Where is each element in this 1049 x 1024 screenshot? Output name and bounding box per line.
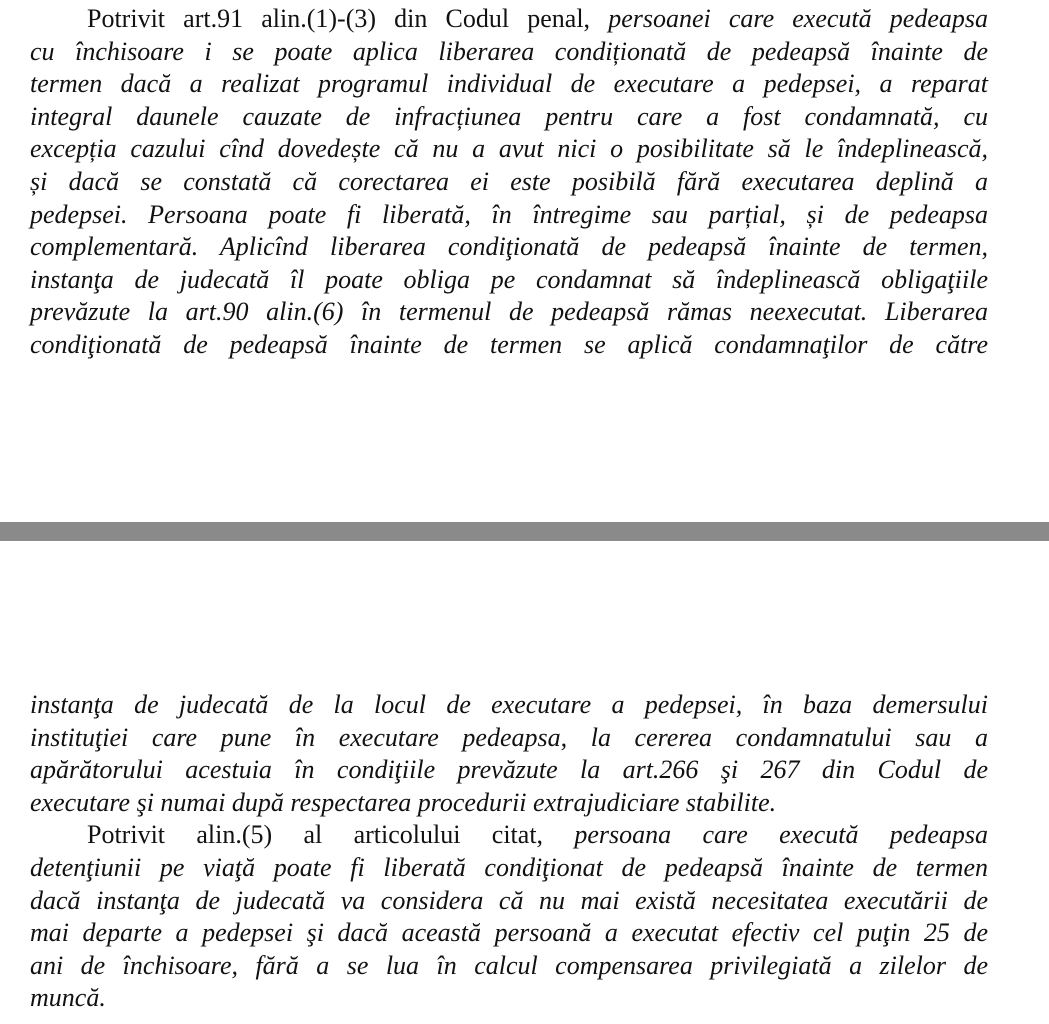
paragraph-line: integral daunele cauzate de infracțiunea pentru care a fost condamnată, cu <box>30 101 988 131</box>
paragraph-line: complementară. Aplicînd liberarea condiţionată de pedeapsă înainte de termen, <box>30 232 988 262</box>
paragraph-line: instituţiei care pune în executare pedeapsa, la cererea condamnatului sau a <box>30 722 988 752</box>
page-break-divider <box>0 522 1049 541</box>
paragraph-line: cu închisoare i se poate aplica liberarea condiționată de pedeapsă înainte de <box>30 36 988 66</box>
paragraph-line: Potrivit alin.(5) al articolului citat, persoana care execută pedeapsa <box>87 820 989 850</box>
paragraph-art91-conditional-release <box>30 3 988 362</box>
paragraph-line: instanţa de judecată îl poate obliga pe condamnat să îndeplinească obligaţiile <box>30 264 988 294</box>
paragraph-line: instanţa de judecată de la locul de executare a pedepsei, în baza demersului <box>30 690 988 719</box>
paragraph-line: excepția cazului cînd dovedește că nu a avut nici o posibilitate să le îndeplinească, <box>30 134 988 164</box>
paragraph-line: dacă instanţa de judecată va considera că nu mai există necesitatea executării de <box>30 885 988 915</box>
paragraph-line: pedepsei. Persoana poate fi liberată, în întregime sau parțial, și de pedeapsa <box>30 199 988 229</box>
paragraph-lead: Potrivit art.91 alin.(1)-(3) din Codul penal, <box>87 4 591 33</box>
paragraph-line: mai departe a pedepsei şi dacă această persoană a executat efectiv cel puţin 25 de <box>30 918 988 948</box>
paragraph-line: condiţionată de pedeapsă înainte de termen se aplică condamnaţilor de către <box>30 329 988 359</box>
paragraph-line: apărătorului acestuia în condiţiile prevăzute la art.266 şi 267 din Codul de <box>30 755 988 785</box>
paragraph-lead: Potrivit alin.(5) al articolului citat, <box>87 820 544 850</box>
paragraph-line: executare şi numai după respectarea procedurii extrajudiciare stabilite. <box>30 787 777 817</box>
paragraph-line: prevăzute la art.90 alin.(6) în termenul de pedeapsă rămas neexecutat. Liberarea <box>30 297 988 327</box>
paragraph-line: Potrivit art.91 alin.(1)-(3) din Codul penal, persoanei care execută pedeapsa <box>87 4 989 33</box>
paragraph-line: ani de închisoare, fără a se lua în calcul compensarea privilegiată a zilelor de <box>30 950 988 980</box>
paragraph-line: detenţiunii pe viaţă poate fi liberată condiţionat de pedeapsă înainte de termen <box>30 852 988 882</box>
paragraph-continuation-and-alin5 <box>30 689 988 1015</box>
paragraph-line: termen dacă a realizat programul individual de executare a pedepsei, a reparat <box>30 69 988 99</box>
paragraph-line: muncă. <box>30 983 106 1013</box>
paragraph-line: și dacă se constată că corectarea ei este posibilă fără executarea deplină a <box>30 166 988 196</box>
